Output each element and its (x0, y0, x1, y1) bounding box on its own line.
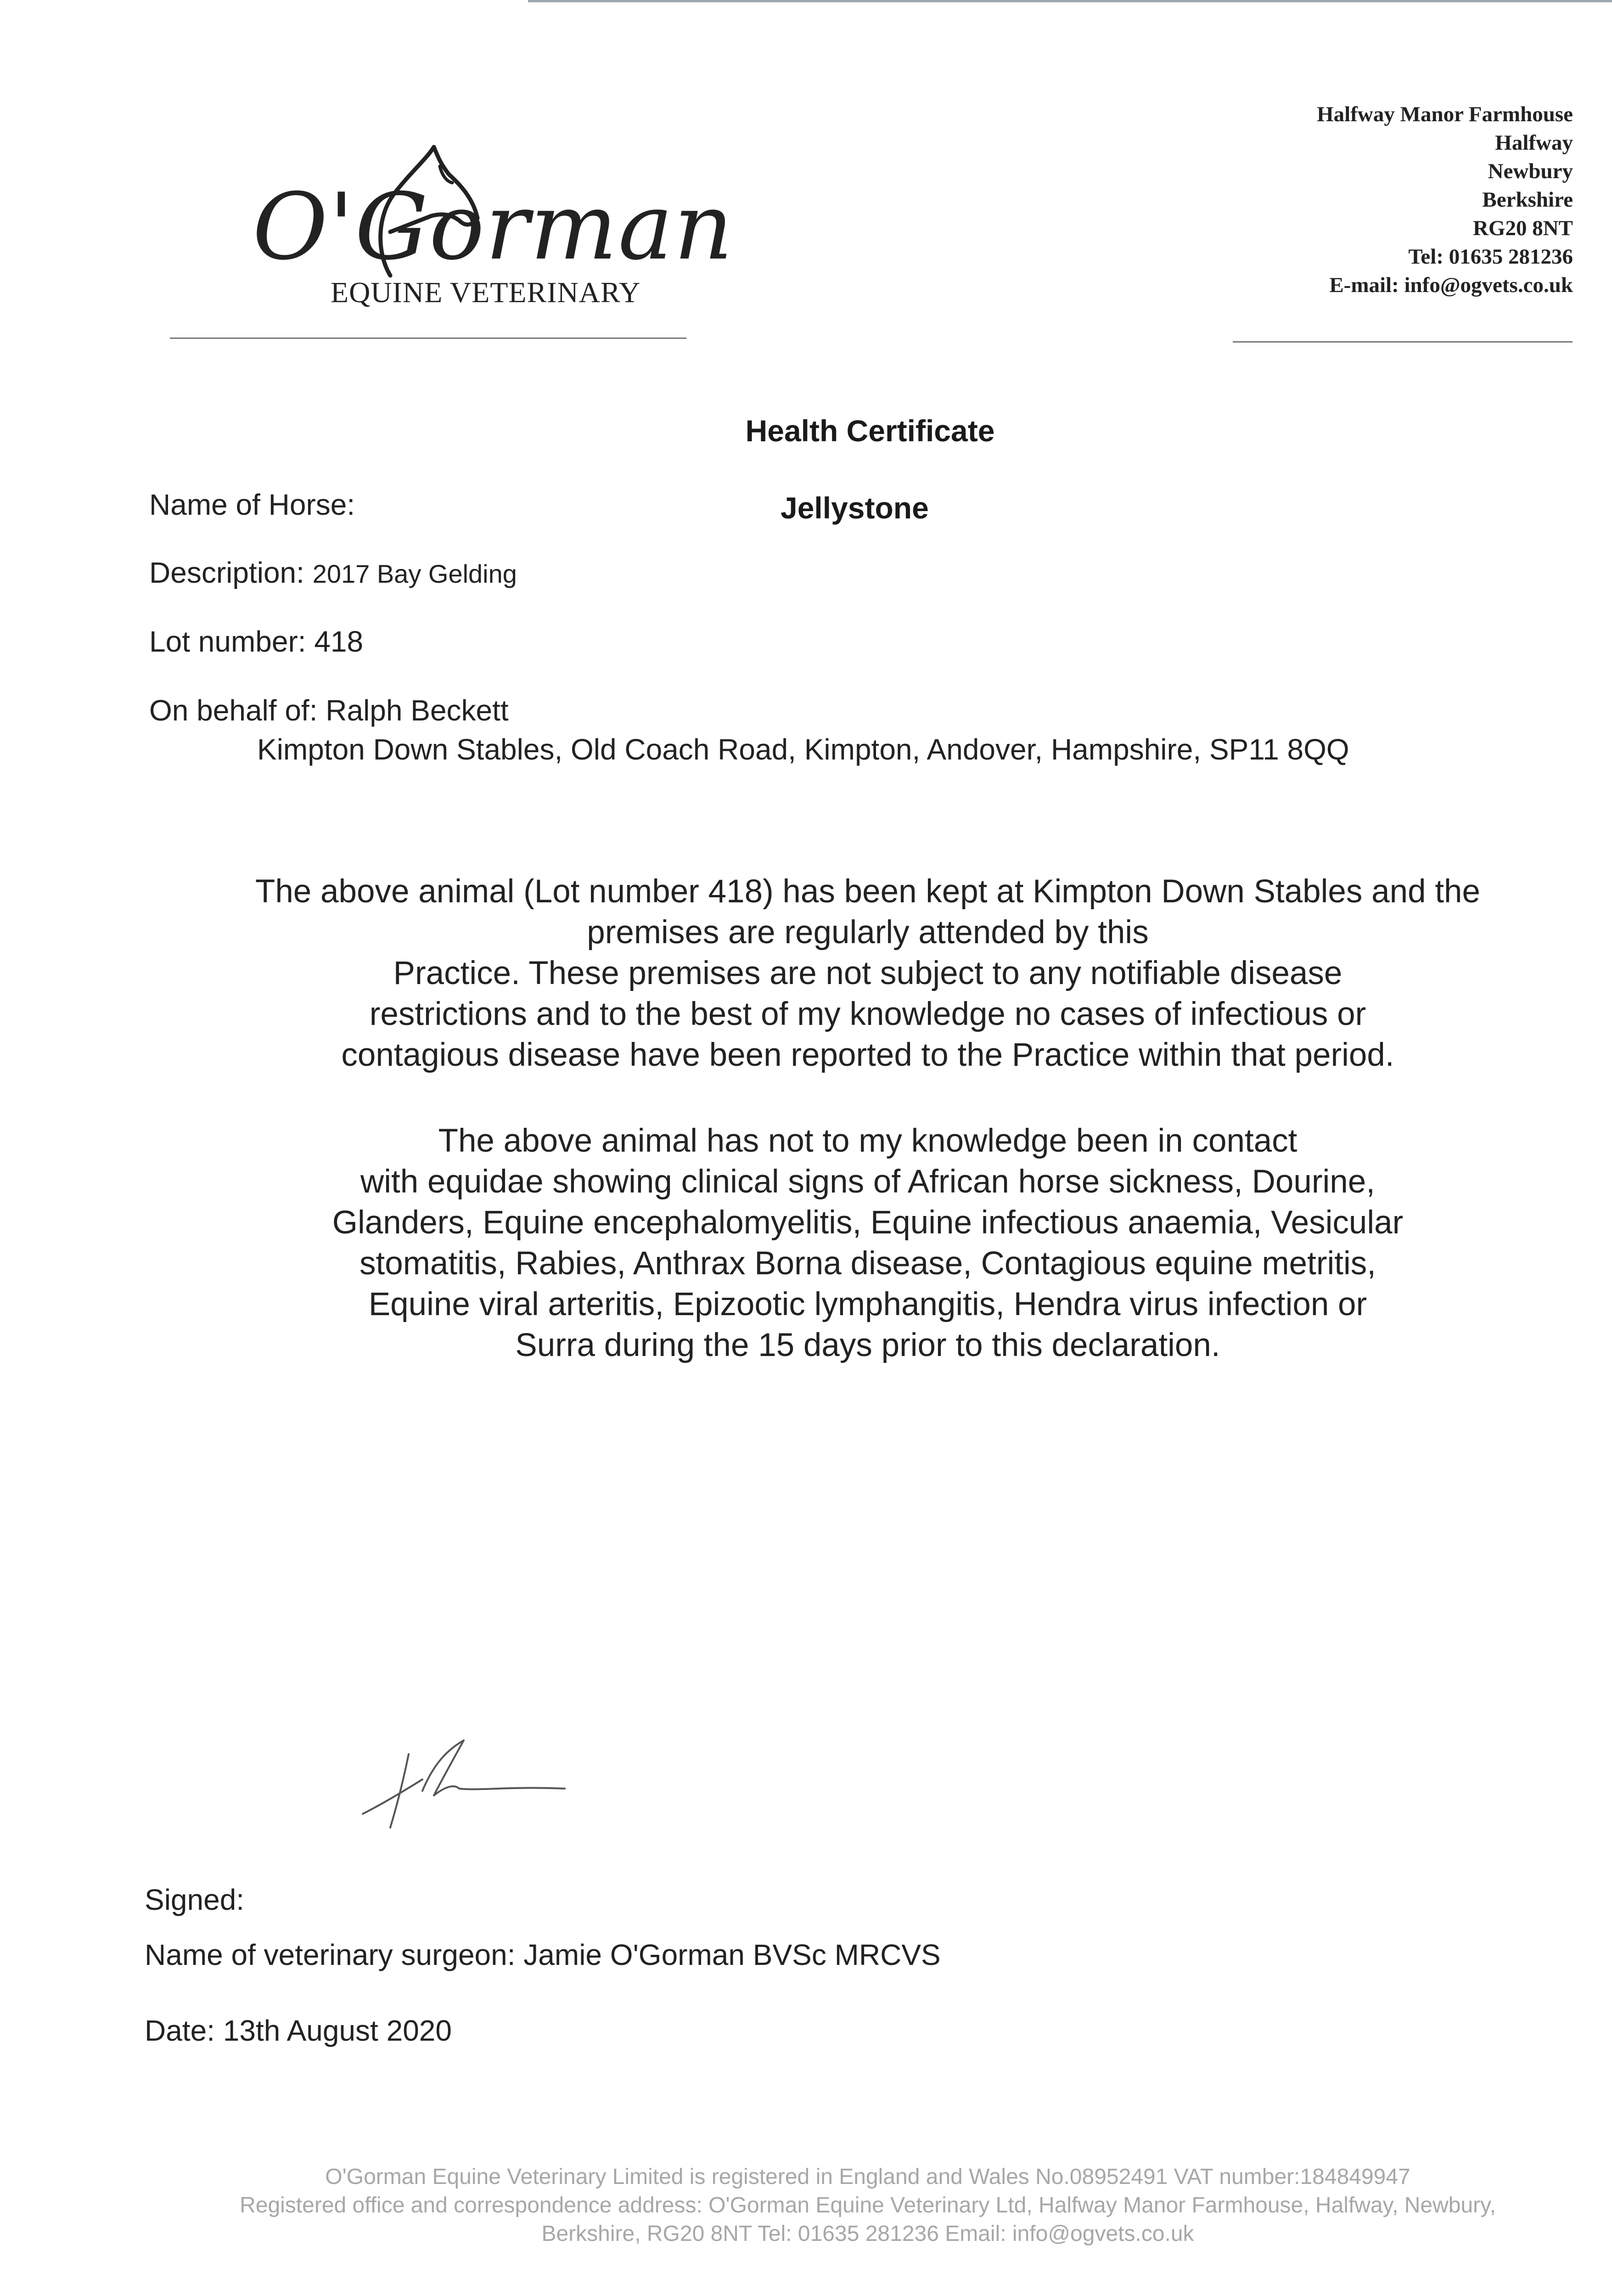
paragraph-line: premises are regularly attended by this (587, 914, 1149, 951)
company-footer (115, 2163, 1612, 2248)
paragraph-line: Surra during the 15 days prior to this declaration. (515, 1327, 1220, 1363)
footer-line: Berkshire, RG20 8NT Tel: 01635 281236 Email: info@ogvets.co.uk (541, 2222, 1194, 2246)
address-email: E-mail: info@ogvets.co.uk (1329, 273, 1573, 297)
paragraph-line: Equine viral arteritis, Epizootic lymphangitis, Hendra virus infection or (368, 1286, 1367, 1322)
surgeon-value: Jamie O'Gorman BVSc MRCVS (523, 1938, 941, 1971)
practice-address (1317, 100, 1573, 299)
lot-number-value: 418 (314, 625, 364, 658)
signed-label: Signed: (145, 1883, 245, 1916)
paragraph-line: restrictions and to the best of my knowledge no cases of infectious or (369, 996, 1366, 1032)
paragraph-line: with equidae showing clinical signs of African horse sickness, Dourine, (360, 1164, 1375, 1200)
surgeon-label: Name of veterinary surgeon: (145, 1938, 516, 1971)
header-rule-left (170, 338, 686, 339)
paragraph-line: The above animal has not to my knowledge been in contact (438, 1123, 1297, 1159)
address-line: RG20 8NT (1472, 216, 1573, 240)
paragraph-line: The above animal (Lot number 418) has been kept at Kimpton Down Stables and the (255, 873, 1481, 910)
surgeon-row (145, 1938, 941, 1972)
declaration-paragraph-2 (115, 1120, 1612, 1366)
logo-subtitle: EQUINE VETERINARY (331, 276, 641, 309)
logo (243, 138, 734, 321)
behalf-address: Kimpton Down Stables, Old Coach Road, Kimpton, Andover, Hampshire, SP11 8QQ (257, 733, 1349, 766)
date-row (145, 2014, 452, 2048)
signature-graphic (354, 1736, 574, 1837)
lot-number-row (149, 625, 363, 658)
horse-name-label: Name of Horse: (149, 488, 355, 521)
behalf-label: On behalf of: (149, 694, 318, 727)
paragraph-line: contagious disease have been reported to the Practice within that period. (341, 1037, 1394, 1073)
footer-line: O'Gorman Equine Veterinary Limited is registered in England and Wales No.08952491 VAT number:184849947 (325, 2165, 1410, 2189)
address-phone: Tel: 01635 281236 (1408, 245, 1573, 269)
lot-number-label: Lot number: (149, 625, 306, 658)
horse-name-value: Jellystone (781, 491, 929, 525)
description-value: 2017 Bay Gelding (312, 559, 517, 588)
declaration-paragraph-1 (115, 871, 1612, 1075)
address-line: Berkshire (1482, 188, 1573, 212)
description-row (149, 556, 517, 590)
address-line: Halfway (1495, 131, 1573, 155)
logo-name: O'Gorman (253, 174, 734, 281)
footer-line: Registered office and correspondence address: O'Gorman Equine Veterinary Ltd, Halfway Manor Farmhouse, Halfway, Newbury, (240, 2193, 1496, 2217)
behalf-row (149, 693, 509, 727)
top-edge-line (528, 0, 1612, 2)
certificate-title: Health Certificate (745, 414, 995, 448)
paragraph-line: Glanders, Equine encephalomyelitis, Equine infectious anaemia, Vesicular (332, 1204, 1404, 1241)
paragraph-line: stomatitis, Rabies, Anthrax Borna disease, Contagious equine metritis, (359, 1245, 1376, 1282)
behalf-value: Ralph Beckett (326, 694, 509, 727)
header-rule-right (1233, 341, 1573, 343)
date-value: 13th August 2020 (223, 2014, 452, 2047)
address-line: Halfway Manor Farmhouse (1317, 102, 1573, 126)
address-line: Newbury (1488, 159, 1573, 183)
date-label: Date: (145, 2014, 215, 2047)
description-label: Description: (149, 556, 304, 589)
paragraph-line: Practice. These premises are not subject to any notifiable disease (393, 955, 1342, 991)
